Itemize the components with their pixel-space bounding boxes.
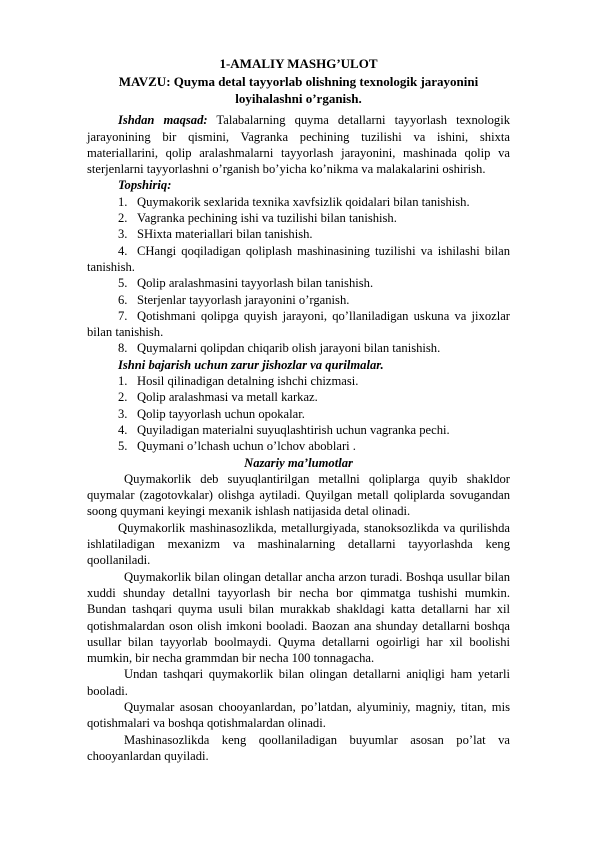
list-item: 1. Hosil qilinadigan detalning ishchi chizmasi. [118, 374, 359, 389]
theory-paragraph: Quymakorlik deb suyuqlantirilgan metallni qoliplarga quyib shakldor quymalar (zagotovkalar) olishga aytiladi. Quyilgan metall qoliplarda sovugandan soong quymani keyingi mexanik ishlash natijasida detal olinadi. [87, 471, 510, 519]
aim-label: Ishdan maqsad: [118, 113, 208, 128]
list-item: 2. Qolip aralashmasi va metall karkaz. [118, 390, 318, 405]
theory-paragraph: Mashinasozlikda keng qoollaniladigan buyumlar asosan po’lat va chooyanlardan quyiladi. [87, 732, 510, 763]
theory-paragraph: Quymalar asosan chooyanlardan, po’latdan, alyuminiy, magniy, titan, mis qotishmalari va boshqa qotishmalardan olinadi. [87, 699, 510, 731]
list-item: 2. Vagranka pechining ishi va tuzilishi bilan tanishish. [118, 211, 397, 226]
tools-heading: Ishni bajarish uchun zarur jishozlar va qurilmalar. [118, 357, 384, 372]
tools-list [87, 373, 510, 454]
list-item: 3. SHixta materiallari bilan tanishish. [118, 227, 313, 242]
list-item: 6. Sterjenlar tayyorlash jarayonini o’rganish. [118, 292, 350, 307]
theory-paragraph: Quymakorlik bilan olingan detallar ancha arzon turadi. Boshqa usullar bilan xuddi shunday detallni tayyorlash bir necha bor qimmatga tushishi mumkin. Bundan tashqari quyma usuli bilan murakkab shakldagi katta detallarni har xil qotishmalardan oson olish imkoni booladi. Baozan ana shunday detallarni boshqa usullar bilan tayyorlab boolmaydi. Quyma detallarni ogoirligi har xil boolishi mumkin, bir necha grammdan bir necha 100 tonnagacha. [87, 569, 510, 666]
list-item: 7. Qotishmani qolipga quyish jarayoni, qo’llaniladigan uskuna va jixozlar bilan tanishish. [87, 308, 510, 340]
list-item: 4. CHangi qoqiladigan qoliplash mashinasining tuzilishi va ishilashi bilan tanishish. [87, 243, 510, 274]
list-item: 3. Qolip tayyorlash uchun opokalar. [118, 406, 305, 421]
list-item: 5. Quymani o’lchash uchun o’lchov aboblari . [118, 439, 356, 454]
list-item: 5. Qolip aralashmasini tayyorlash bilan tanishish. [118, 276, 374, 291]
task-heading: Topshiriq: [118, 178, 172, 193]
topic-subtitle: MAVZU: Quyma detal tayyorlab olishning texnologik jarayonini loyihalashni o’rganish. [118, 74, 479, 107]
document-page [87, 56, 510, 764]
task-list [87, 194, 510, 357]
list-item: 1. Quymakorik sexlarida texnika xavfsizlik qoidalari bilan tanishish. [118, 194, 470, 209]
theory-paragraph: Undan tashqari quymakorlik bilan olingan detallarni aniqligi ham yetarli booladi. [87, 667, 510, 698]
theory-heading: Nazariy ma’lumotlar [244, 455, 353, 470]
list-item: 4. Quyiladigan materialni suyuqlashtirish uchun vagranka pechi. [118, 422, 450, 437]
page-title: 1-AMALIY MASHG’ULOT [219, 56, 378, 71]
theory-paragraph: Quymakorlik mashinasozlikda, metallurgiyada, stanoksozlikda va qurilishda ishlatiladigan mexanizm va mashinalarning detallarni tayyorlashda keng qoollaniladi. [87, 520, 510, 568]
aim-text: Talabalarning quyma detallarni tayyorlash texnologik jarayonining bir qismini, Vagranka pechining tuzilishi va ishini, shixta materiallarini, qolip aralashmalarni tayyorlash jarayonini, mashinada qolip va sterjenlarni tayyorlashni o’rganish bo’yicha ko’nikma va malakalarini oshirish. [87, 113, 510, 177]
aim-paragraph [87, 112, 510, 177]
list-item: 8. Quymalarni qolipdan chiqarib olish jarayoni bilan tanishish. [118, 341, 441, 356]
